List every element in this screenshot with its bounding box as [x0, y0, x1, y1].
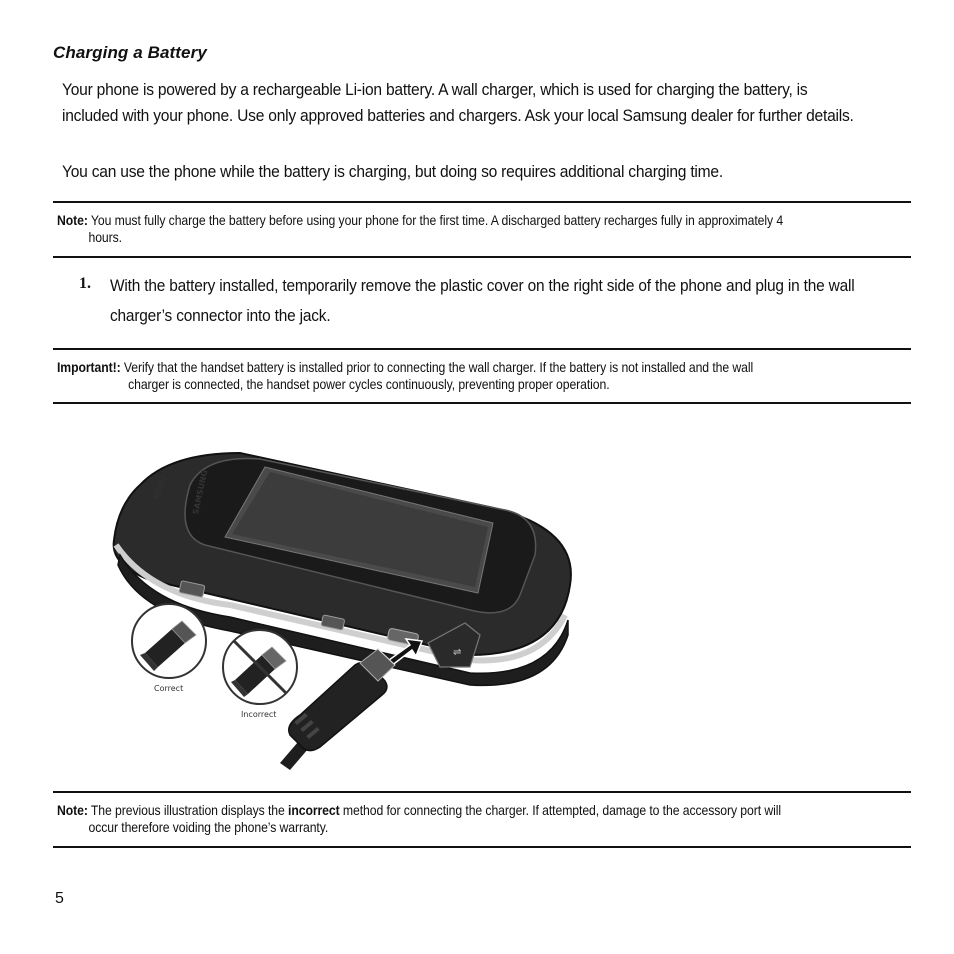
important-notice: [57, 359, 831, 393]
correct-orientation-diagram: [132, 604, 206, 693]
note-label: Note:: [57, 213, 88, 228]
important-label: Important!:: [57, 360, 121, 375]
menu-key-label: MENU: [151, 475, 169, 501]
usb-icon: ⇌: [453, 647, 462, 658]
step-number: 1.: [79, 275, 91, 292]
incorrect-label: Incorrect: [241, 710, 277, 719]
charging-illustration: [110, 445, 580, 770]
correct-label: Correct: [154, 684, 184, 693]
note-text: method for connecting the charger. If attempted, damage to the accessory port will: [342, 803, 781, 818]
note-emphasis: incorrect: [288, 803, 340, 818]
divider: [53, 846, 911, 848]
note-text-continued: occur therefore voiding the phone’s warranty.: [88, 820, 329, 835]
intro-paragraph: Your phone is powered by a rechargeable Li-ion battery. A wall charger, which is used for charging the battery, is included with your phone. Use only approved batteries and chargers. Ask your local Samsung dealer for further details.: [62, 80, 854, 125]
note-text-continued: hours.: [88, 230, 122, 245]
note-label: Note:: [57, 803, 88, 818]
brand-label: SAMSUNG: [191, 469, 210, 516]
divider: [53, 201, 911, 203]
section-heading: Charging a Battery: [53, 43, 207, 62]
page-number: 5: [55, 890, 64, 907]
note-first-charge: [57, 212, 831, 246]
note-incorrect-method: [57, 802, 831, 836]
note-text: The previous illustration displays the: [90, 803, 285, 818]
step-text: With the battery installed, temporarily remove the plastic cover on the right side of the phone and plug in the wall charger’s connector into the jack.: [110, 276, 855, 325]
incorrect-orientation-diagram: [223, 630, 297, 719]
divider: [53, 791, 911, 793]
important-text: Verify that the handset battery is installed prior to connecting the wall charger. If the battery is not installed and the wall: [123, 360, 754, 375]
divider: [53, 256, 911, 258]
divider: [53, 348, 911, 350]
divider: [53, 402, 911, 404]
usage-paragraph: You can use the phone while the battery is charging, but doing so requires additional charging time.: [62, 162, 723, 181]
important-text-continued: charger is connected, the handset power cycles continuously, preventing proper operation.: [128, 377, 610, 392]
note-text: You must fully charge the battery before using your phone for the first time. A discharged battery recharges fully in approximately 4: [90, 213, 784, 228]
